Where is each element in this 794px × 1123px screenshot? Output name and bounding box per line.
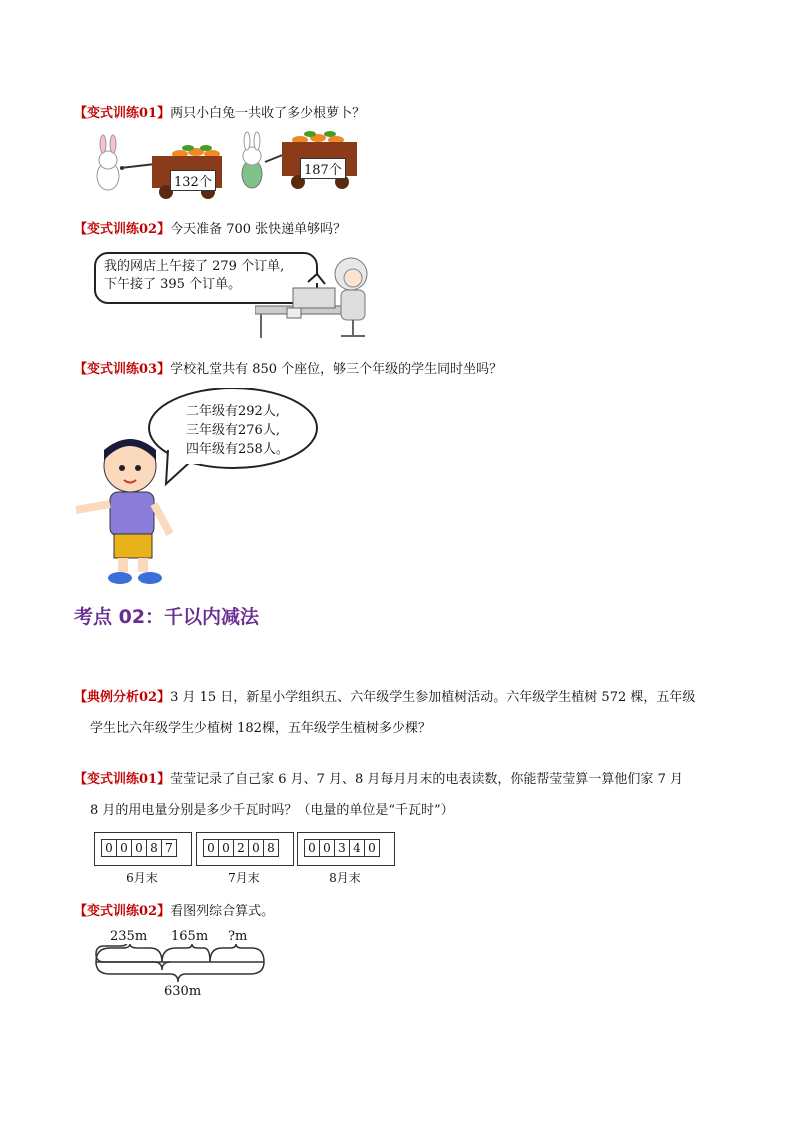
meter-digit: 4: [350, 840, 365, 856]
question-3: [74, 358, 502, 377]
meter-digit: 0: [368, 841, 376, 855]
rabbit-icon: [97, 135, 119, 190]
meter-digit: 7: [165, 841, 173, 855]
cart-1-label: 132个: [170, 170, 216, 191]
shopkeeper-illustration: [255, 248, 380, 340]
example-analysis: [74, 686, 695, 705]
cart-2-label: 187个: [300, 158, 346, 179]
meter-digit: 8: [147, 840, 162, 856]
bubble-line-1: 我的网店上午接了 279 个订单,: [104, 259, 285, 274]
brace-top-3: [210, 944, 264, 962]
question-2-text: 今天准备 700 张快递单够吗？: [170, 222, 347, 237]
question-2-tag: 【变式训练02】: [74, 222, 171, 237]
brace-top-2: [162, 944, 210, 962]
brace-bottom-total: [96, 962, 264, 982]
meter-label-july: 7月末: [228, 871, 260, 885]
bubble-grade-2: 二年级有292人,: [186, 404, 280, 419]
segment-label-1: 235m: [110, 929, 148, 944]
question-1: [74, 102, 365, 121]
meter-digit: 0: [320, 840, 335, 856]
meter-digit: 0: [204, 840, 219, 856]
variant-1-line-1: 莹莹记录了自己家 6 月、7 月、8 月每月月末的电表读数，你能帮莹莹算一算他们家 7 月: [170, 772, 683, 787]
bubble-grade-4: 四年级有258人。: [186, 442, 289, 457]
section-title: 考点 02：千以内减法: [74, 606, 260, 628]
variant-1: [74, 768, 683, 787]
variant-2-text: 看图列综合算式。: [170, 904, 275, 919]
example-line-2: 学生比六年级学生少植树 182棵，五年级学生植树多少棵？: [90, 721, 431, 736]
question-1-text: 两只小白兔一共收了多少根萝卜？: [170, 106, 366, 121]
meter-digit: 0: [249, 840, 264, 856]
meter-digit: 0: [132, 840, 147, 856]
example-line-1: 3 月 15 日，新星小学组织五、六年级学生参加植树活动。六年级学生植树 572 棵，五年级: [170, 690, 696, 705]
meter-label-august: 8月末: [329, 871, 361, 885]
meter-digit: 0: [102, 840, 117, 856]
question-2: [74, 218, 346, 237]
variant-1-tag: 【变式训练01】: [74, 772, 171, 787]
meter-label-june: 6月末: [126, 871, 158, 885]
bubble-grade-3: 三年级有276人,: [186, 423, 280, 438]
segment-diagram: [92, 944, 272, 986]
example-tag: 【典例分析02】: [74, 690, 171, 705]
meter-august: [297, 832, 395, 866]
segment-label-2: 165m: [171, 929, 209, 944]
meter-july: [196, 832, 294, 866]
variant-2: [74, 900, 274, 919]
meter-digit: 0: [305, 840, 320, 856]
total-label: 630m: [164, 984, 202, 999]
question-3-text: 学校礼堂共有 850 个座位，够三个年级的学生同时坐吗？: [170, 362, 503, 377]
meter-digit: 0: [219, 840, 234, 856]
meter-digit: 8: [267, 841, 275, 855]
bubble-line-2: 下午接了 395 个订单。: [104, 277, 242, 292]
question-1-tag: 【变式训练01】: [74, 106, 171, 121]
meter-june: [94, 832, 192, 866]
meter-digit: 3: [335, 840, 350, 856]
question-3-tag: 【变式训练03】: [74, 362, 171, 377]
meter-digit: 0: [117, 840, 132, 856]
speech-bubble-grades: [186, 402, 289, 459]
rabbit-icon: [242, 132, 262, 188]
segment-label-3: ?m: [228, 929, 248, 944]
meter-digit: 2: [234, 840, 249, 856]
variant-1-line-2: 8 月的用电量分别是多少千瓦时吗？（电量的单位是“千瓦时”）: [90, 803, 454, 818]
variant-2-tag: 【变式训练02】: [74, 904, 171, 919]
